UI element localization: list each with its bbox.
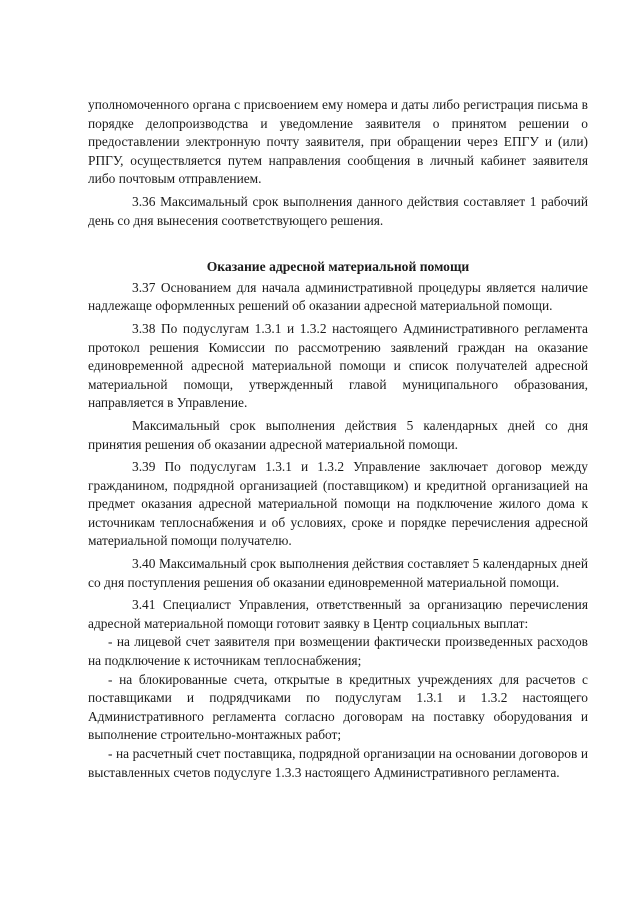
paragraph-3-38-deadline: Максимальный срок выполнения действия 5 календарных дней со дня принятия решения об оказании адресной материальной помощи.: [88, 417, 588, 452]
section-heading: Оказание адресной материальной помощи: [206, 259, 470, 275]
paragraph-3-38: 3.38 По подуслугам 1.3.1 и 1.3.2 настоящего Административного регламента протокол решения Комиссии по рассмотрению заявлений граждан на оказание единовременной адресной материальной помощи и список получателей адресной материальной помощи, утвержденный главой муниципального образования, направляется в Управление.: [88, 320, 588, 411]
paragraph-continuation: уполномоченного органа с присвоением ему номера и даты либо регистрация письма в порядке делопроизводства и уведомление заявителя о принятом решении о предоставлении электронную почту заявителя, при обращении через ЕПГУ и (или) РПГУ, осуществляется путем направления сообщения в личный кабинет заявителя либо почтовым отправлением.: [88, 97, 588, 187]
paragraph-3-37: 3.37 Основанием для начала административной процедуры является наличие надлежаще оформленных решений об оказании адресной материальной помощи.: [88, 279, 588, 314]
paragraph-3-40: 3.40 Максимальный срок выполнения действия составляет 5 календарных дней со дня поступления решения об оказании единовременной материальной помощи.: [88, 556, 588, 590]
list-item: - на расчетный счет поставщика, подрядной организации на основании договоров и выставленных счетов подуслуге 1.3.3 настоящего Административного регламента.: [88, 746, 588, 780]
list-item: - на лицевой счет заявителя при возмещении фактически произведенных расходов на подключение к источникам теплоснабжения;: [88, 634, 588, 669]
list-item: - на блокированные счета, открытые в кредитных учреждениях для расчетов с поставщиками и подрядчиками по подуслугам 1.3.1 и 1.3.2 настоящего Административного регламента согласно договорам на поставку оборудования и выполнение строительно-монтажных работ;: [88, 671, 588, 743]
paragraph-3-36: 3.36 Максимальный срок выполнения данного действия составляет 1 рабочий день со дня вынесения соответствующего решения.: [88, 193, 588, 228]
paragraph-3-41: 3.41 Специалист Управления, ответственный за организацию перечисления адресной материальной помощи готовит заявку в Центр социальных выплат:: [88, 597, 588, 631]
paragraph-3-39: 3.39 По подуслугам 1.3.1 и 1.3.2 Управление заключает договор между гражданином, подрядной организацией (поставщиком) и кредитной организацией на предмет оказания адресной материальной помощи на подключение жилого дома к источникам теплоснабжения и об условиях, сроке и порядке перечисления адресной материальной помощи получателю.: [88, 459, 588, 549]
